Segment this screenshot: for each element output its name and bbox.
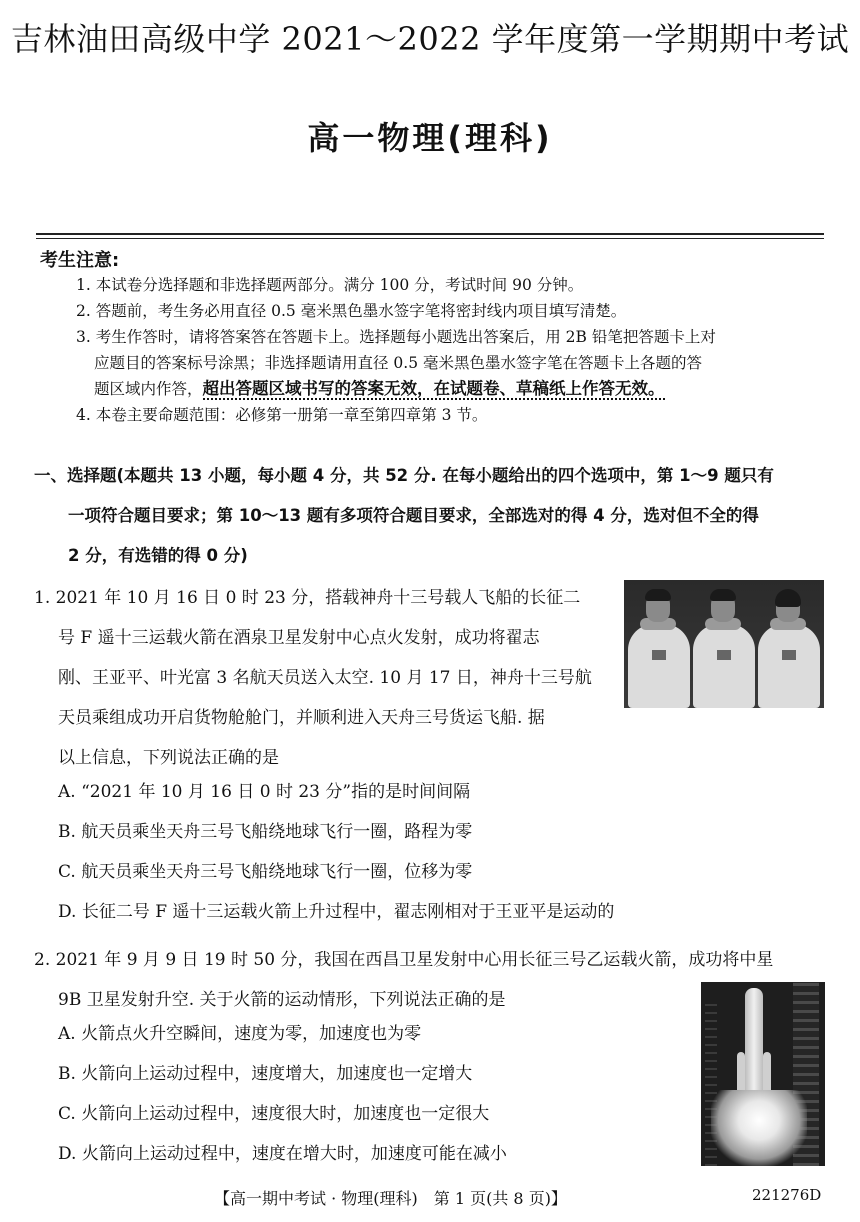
notice-item-3-tail: 题区域内作答， [94,380,203,398]
section-heading [34,456,834,576]
divider-line-thin [36,238,824,239]
notice-item-4: 4. 本卷主要命题范围：必修第一册第一章至第四章第 3 节。 [76,406,488,424]
astronaut-figure [691,580,757,708]
divider-line [36,233,824,235]
question-1-line-5: 以上信息，下列说法正确的是 [58,748,279,768]
question-1-option-a: A. “2021 年 10 月 16 日 0 时 23 分”指的是时间间隔 [58,782,471,802]
notice-item-3-cont: 应题目的答案标号涂黑；非选择题请用直径 0.5 毫米黑色墨水签字笔在答题卡上各题的答 [94,354,703,372]
question-2-option-a: A. 火箭点火升空瞬间，速度为零，加速度也为零 [58,1024,422,1044]
question-1-option-b: B. 航天员乘坐天舟三号飞船绕地球飞行一圈，路程为零 [58,822,473,842]
notice-item-1: 1. 本试卷分选择题和非选择题两部分。满分 100 分，考试时间 90 分钟。 [76,276,584,294]
astronaut-figure [756,580,822,708]
question-1-line-4: 天员乘组成功开启货物舱舱门，并顺利进入天舟三号货运飞船. 据 [58,708,545,728]
question-1-stem [34,578,614,778]
section-line-2: 一项符合题目要求；第 10～13 题有多项符合题目要求，全部选对的得 4 分，选对但不全的得 [68,506,759,525]
astronauts-photo [624,580,824,708]
question-1-line-2: 号 F 遥十三运载火箭在酒泉卫星发射中心点火发射，成功将翟志 [58,628,540,648]
question-2-line-1: 2. 2021 年 9 月 9 日 19 时 50 分，我国在西昌卫星发射中心用长征三号乙运载火箭，成功将中星 [34,950,774,970]
section-line-3: 2 分，有选错的得 0 分) [68,546,248,565]
question-1-option-c: C. 航天员乘坐天舟三号飞船绕地球飞行一圈，位移为零 [58,862,473,882]
notice-item-3-cont2 [76,376,828,402]
notice-list [76,272,828,428]
rocket [745,988,763,1098]
footer-page-info: 【高一期中考试 · 物理(理科) 第 1 页(共 8 页)】 [214,1189,567,1208]
question-1-line-1: 1. 2021 年 10 月 16 日 0 时 23 分，搭载神舟十三号载人飞船的长征二 [34,588,581,608]
rocket-launch-photo [701,982,825,1166]
exam-subtitle: 高一物理(理科) [307,119,553,157]
notice-item-2: 2. 答题前，考生务必用直径 0.5 毫米黑色墨水签字笔将密封线内项目填写清楚。 [76,302,627,320]
astronaut-figure [626,580,692,708]
question-1-line-3: 刚、王亚平、叶光富 3 名航天员送入太空. 10 月 17 日，神舟十三号航 [58,668,592,688]
question-2-line-2: 9B 卫星发射升空. 关于火箭的运动情形，下列说法正确的是 [58,990,506,1010]
footer-code: 221276D [752,1186,822,1204]
question-1-option-d: D. 长征二号 F 遥十三运载火箭上升过程中，翟志刚相对于王亚平是运动的 [58,902,615,922]
notice-emphasis: 超出答题区域书写的答案无效，在试题卷、草稿纸上作答无效。 [202,379,665,398]
question-2-option-d: D. 火箭向上运动过程中，速度在增大时，加速度可能在减小 [58,1144,507,1164]
question-2-option-b: B. 火箭向上运动过程中，速度增大，加速度也一定增大 [58,1064,473,1084]
notice-item-3: 3. 考生作答时，请将答案答在答题卡上。选择题每小题选出答案后，用 2B 铅笔把答题卡上对 [76,328,716,346]
exam-title: 吉林油田高级中学 2021～2022 学年度第一学期期中考试 [10,20,850,58]
launch-flame [711,1090,807,1166]
notice-heading: 考生注意: [40,250,120,271]
section-line-1: 一、选择题(本题共 13 小题，每小题 4 分，共 52 分. 在每小题给出的四个选项中，第 1～9 题只有 [34,466,774,485]
question-2-option-c: C. 火箭向上运动过程中，速度很大时，加速度也一定很大 [58,1104,490,1124]
